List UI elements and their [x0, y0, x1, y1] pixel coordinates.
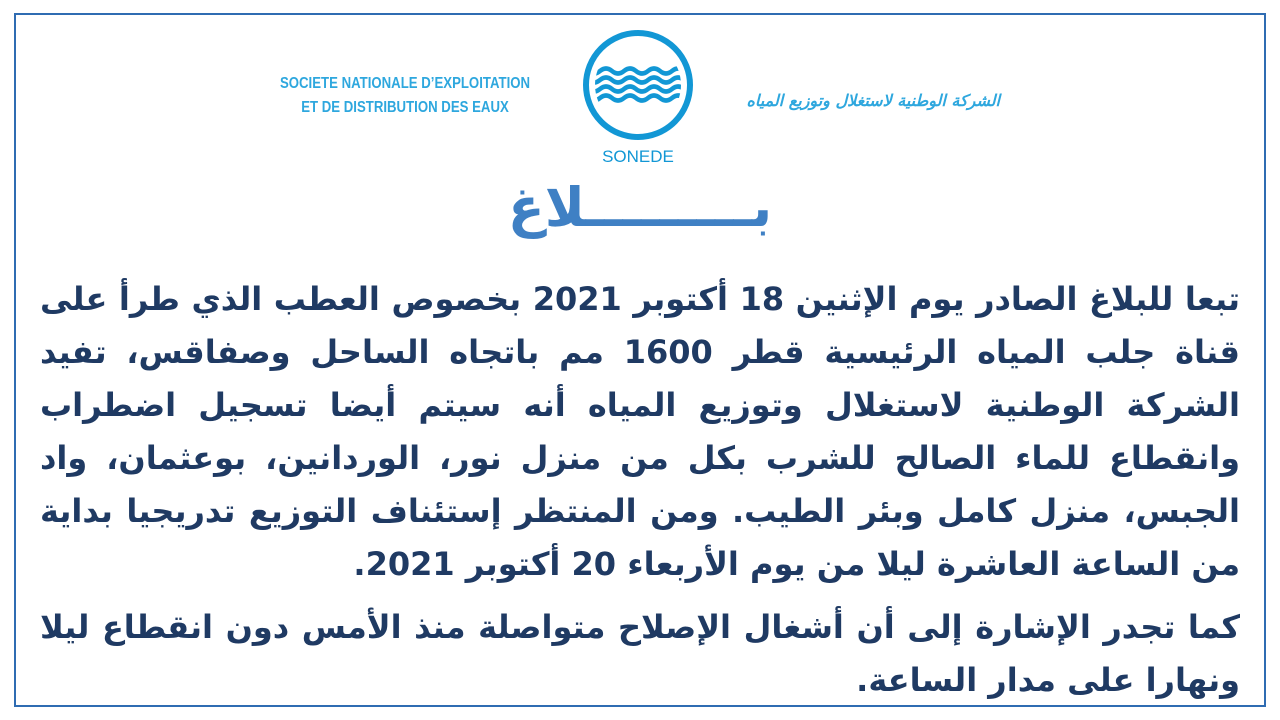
body-line: تبعا للبلاغ الصادر يوم الإثنين 18 أكتوبر 2021 بخصوص العطب الذي طرأ على — [40, 280, 1241, 318]
announcement-title: بـــــــــلاغ — [507, 176, 773, 239]
paragraph-1 — [40, 273, 1240, 591]
sonede-logo-icon — [578, 26, 698, 146]
body-line: قناة جلب المياه الرئيسية قطر 1600 مم باتجاه الساحل وصفاقس، تفيد — [40, 333, 1241, 371]
logo-wave — [578, 69, 698, 74]
logo-wordmark: SONEDE — [602, 147, 674, 166]
body-line: الشركة الوطنية لاستغلال وتوزيع المياه أنه سيتم أيضا تسجيل اضطراب — [40, 386, 1240, 424]
company-name-arabic: الشركة الوطنية لاستغلال وتوزيع المياه — [746, 91, 1000, 110]
announcement-body — [40, 273, 1240, 707]
body-line: ونهارا على مدار الساعة. — [856, 661, 1240, 699]
body-line: كما تجدر الإشارة إلى أن أشغال الإصلاح متواصلة منذ الأمس دون انقطاع ليلا — [40, 608, 1240, 646]
company-name-french-line-1: SOCIETE NATIONALE D’EXPLOITATION — [279, 75, 531, 92]
paragraph-2 — [40, 601, 1240, 707]
body-line: من الساعة العاشرة ليلا من يوم الأربعاء 20 أكتوبر 2021. — [353, 545, 1240, 583]
company-name-french — [199, 72, 612, 120]
body-line: الجبس، منزل كامل وبئر الطيب. ومن المنتظر إستئناف التوزيع تدريجيا بداية — [40, 492, 1240, 530]
logo-wave — [578, 78, 698, 83]
company-name-french-line-2: ET DE DISTRIBUTION DES EAUX — [301, 99, 509, 116]
logo-wave — [578, 96, 698, 101]
body-line: وانقطاع للماء الصالح للشرب بكل من منزل نور، الوردانين، بوعثمان، واد — [40, 439, 1240, 477]
logo-wave — [578, 87, 698, 92]
